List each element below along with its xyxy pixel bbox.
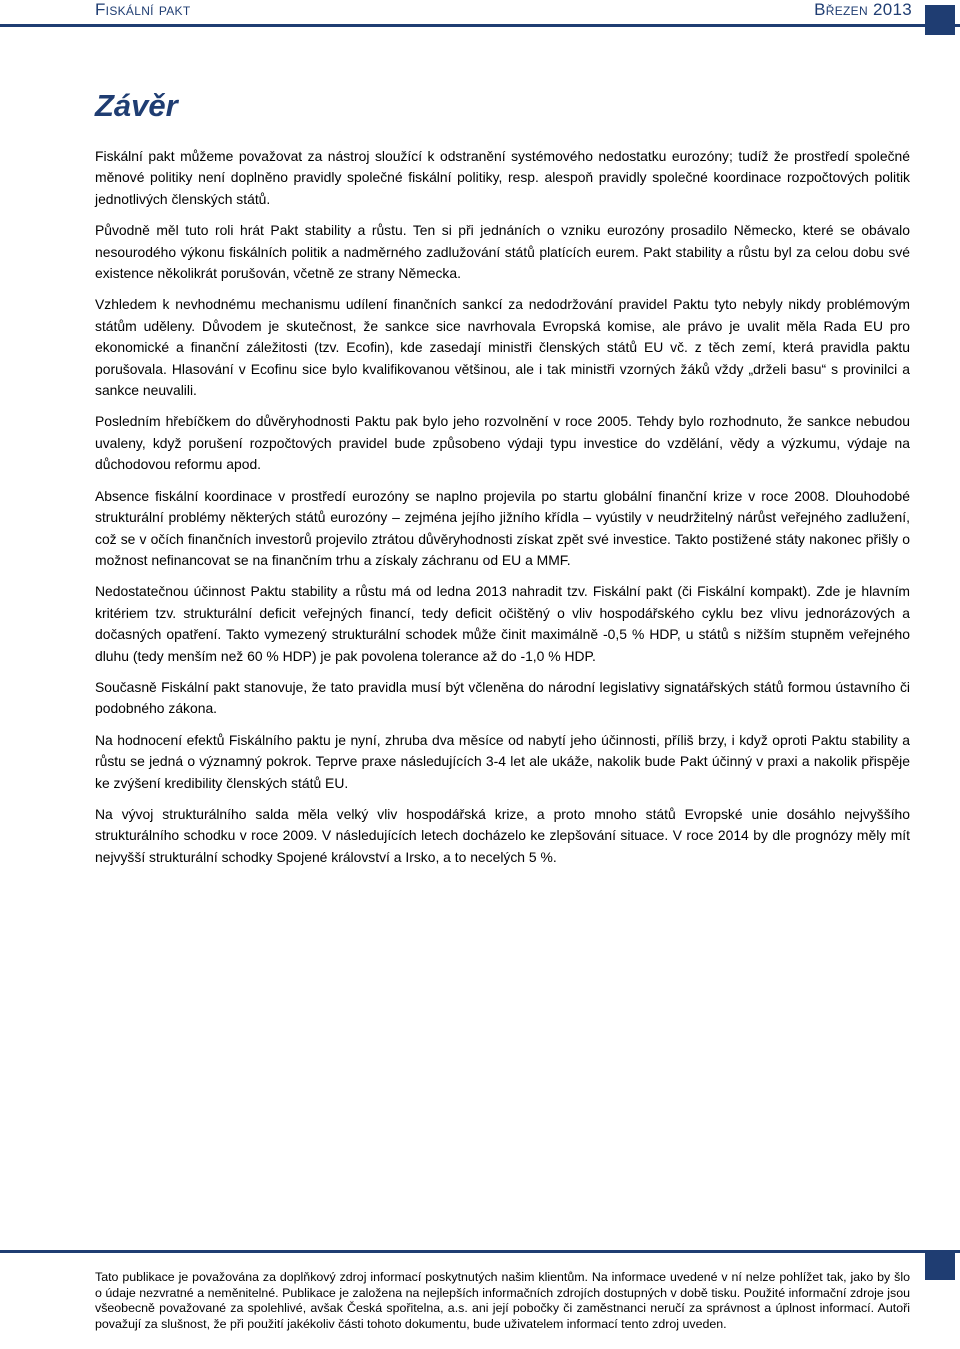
footer-corner-square <box>925 1250 955 1280</box>
paragraph-2: Původně měl tuto roli hrát Pakt stability a růstu. Ten si při jednáních o vzniku eurozóny prosadilo Německo, které se obávalo nesourodého výkonu fiskálních politik a nadměrného zadlužování států platících eurem. Pakt stability a růstu byl za celou dobu své existence několikrát porušován, včetně ze strany Německa. <box>95 222 910 282</box>
paragraph-5: Absence fiskální koordinace v prostředí eurozóny se naplno projevila po startu globální finanční krize v roce 2008. Dlouhodobé strukturální problémy některých států eurozóny – zejména jejího jižního křídla – vyústily v neudržitelný nárůst veřejného zadlužení, což se v očích finančních investorů projevilo ztrátou důvěryhodnosti získat zpět své investice. Takto postižené státy nakonec přišly o možnost nefinancovat se na finančním trhu a získaly záchranu od EU a MMF. <box>95 487 910 568</box>
footer-rule <box>0 1250 960 1253</box>
paragraph-6: Nedostatečnou účinnost Paktu stability a růstu má od ledna 2013 nahradit tzv. Fiskální pakt (či Fiskální kompakt). Zde je hlavním kritériem tzv. strukturální deficit veřejných financí, tedy deficit očištěný o vliv hospodářského cyklu bez vlivu jednorázových a dočasných opatření. Takto vymezený strukturální schodek může činit maximálně -0,5 % HDP, u států s nižším stupněm veřejného dluhu (tedy menším než 60 % HDP) je pak povolena tolerance až do -1,0 % HDP. <box>95 583 910 664</box>
header-rule <box>0 24 960 27</box>
paragraph-1: Fiskální pakt můžeme považovat za nástroj sloužící k odstranění systémového nedostatku eurozóny; tudíž že prostředí společné měnové politiky není doplněno pravidly společné fiskální politiky, resp. alespoň pravidly společné koordinace rozpočtových politik jednotlivých členských států. <box>95 148 910 207</box>
header-right-date: Březen 2013 <box>814 0 912 19</box>
paragraph-8: Na hodnocení efektů Fiskálního paktu je nyní, zhruba dva měsíce od nabytí jeho účinnosti, příliš brzy, i když oproti Paktu stability a růstu se jedná o významný pokrok. Teprve praxe následujících 3-4 let ale ukáže, nakolik bude Pakt účinný v praxi a nakolik přispěje ke zvýšení kredibility členských států EU. <box>95 731 910 791</box>
paragraph-9: Na vývoj strukturálního salda měla velký vliv hospodářská krize, a proto mnoho států Evropské unie dosáhlo nejvyššího strukturálního schodku v roce 2009. V následujících letech docházelo ke zlepšování situace. V roce 2014 by dle prognózy měly mít nejvyšší strukturální schodky Spojené království a Irsko, a to necelých 5 %. <box>95 805 910 865</box>
page-title: Závěr <box>95 88 178 123</box>
header-corner-square <box>925 5 955 35</box>
footer-disclaimer: Tato publikace je považována za doplňkový zdroj informací poskytnutých našim klientům. Na informace uvedené v ní nelze pohlížet tak, jako by šlo o údaje nezvratné a neměnitelné. Publikace je založena na nejlepších informačních zdrojích dostupných v době tisku. Použité informační zdroje jsou všeobecně považované za spolehlivé, avšak Česká spořitelna, a.s. ani její pobočky či zaměstnanci neručí za správnost a úplnost informací. Autoři považují za slušnost, že při použití jakékoliv části tohoto dokumentu, bude uživatelem informací tento zdroj uveden. <box>95 1270 910 1332</box>
header-left-title: Fiskální pakt <box>95 0 191 19</box>
body-text <box>95 146 910 878</box>
paragraph-7: Současně Fiskální pakt stanovuje, že tato pravidla musí být včleněna do národní legislativy signatářských států formou ústavního či podobného zákona. <box>95 678 910 717</box>
paragraph-3: Vzhledem k nevhodnému mechanismu udílení finančních sankcí za nedodržování pravidel Paktu tyto nebyly nikdy problémovým státům uděleny. Důvodem je skutečnost, že sankce sice navrhovala Evropská komise, ale právo je uvalit měla Rada EU pro ekonomické a finanční záležitosti (tzv. Ecofin), kde zasedají ministři členských států EU vč. z těch zemí, která pravidla paktu porušovala. Hlasování v Ecofinu sice bylo kvalifikovanou většinou, ale i tak ministři vzorných žáků vždy „drželi basu“ s provinilci a sankce neuvalili. <box>95 296 910 399</box>
page-header <box>95 0 915 22</box>
paragraph-4: Posledním hřebíčkem do důvěryhodnosti Paktu pak bylo jeho rozvolnění v roce 2005. Tehdy bylo rozhodnuto, že sankce nebudou uvaleny, když porušení rozpočtových pravidel bude způsobeno výdaji typu investice do vzdělání, vědy a výzkumu, výdaje na důchodovou reformu apod. <box>95 413 910 473</box>
